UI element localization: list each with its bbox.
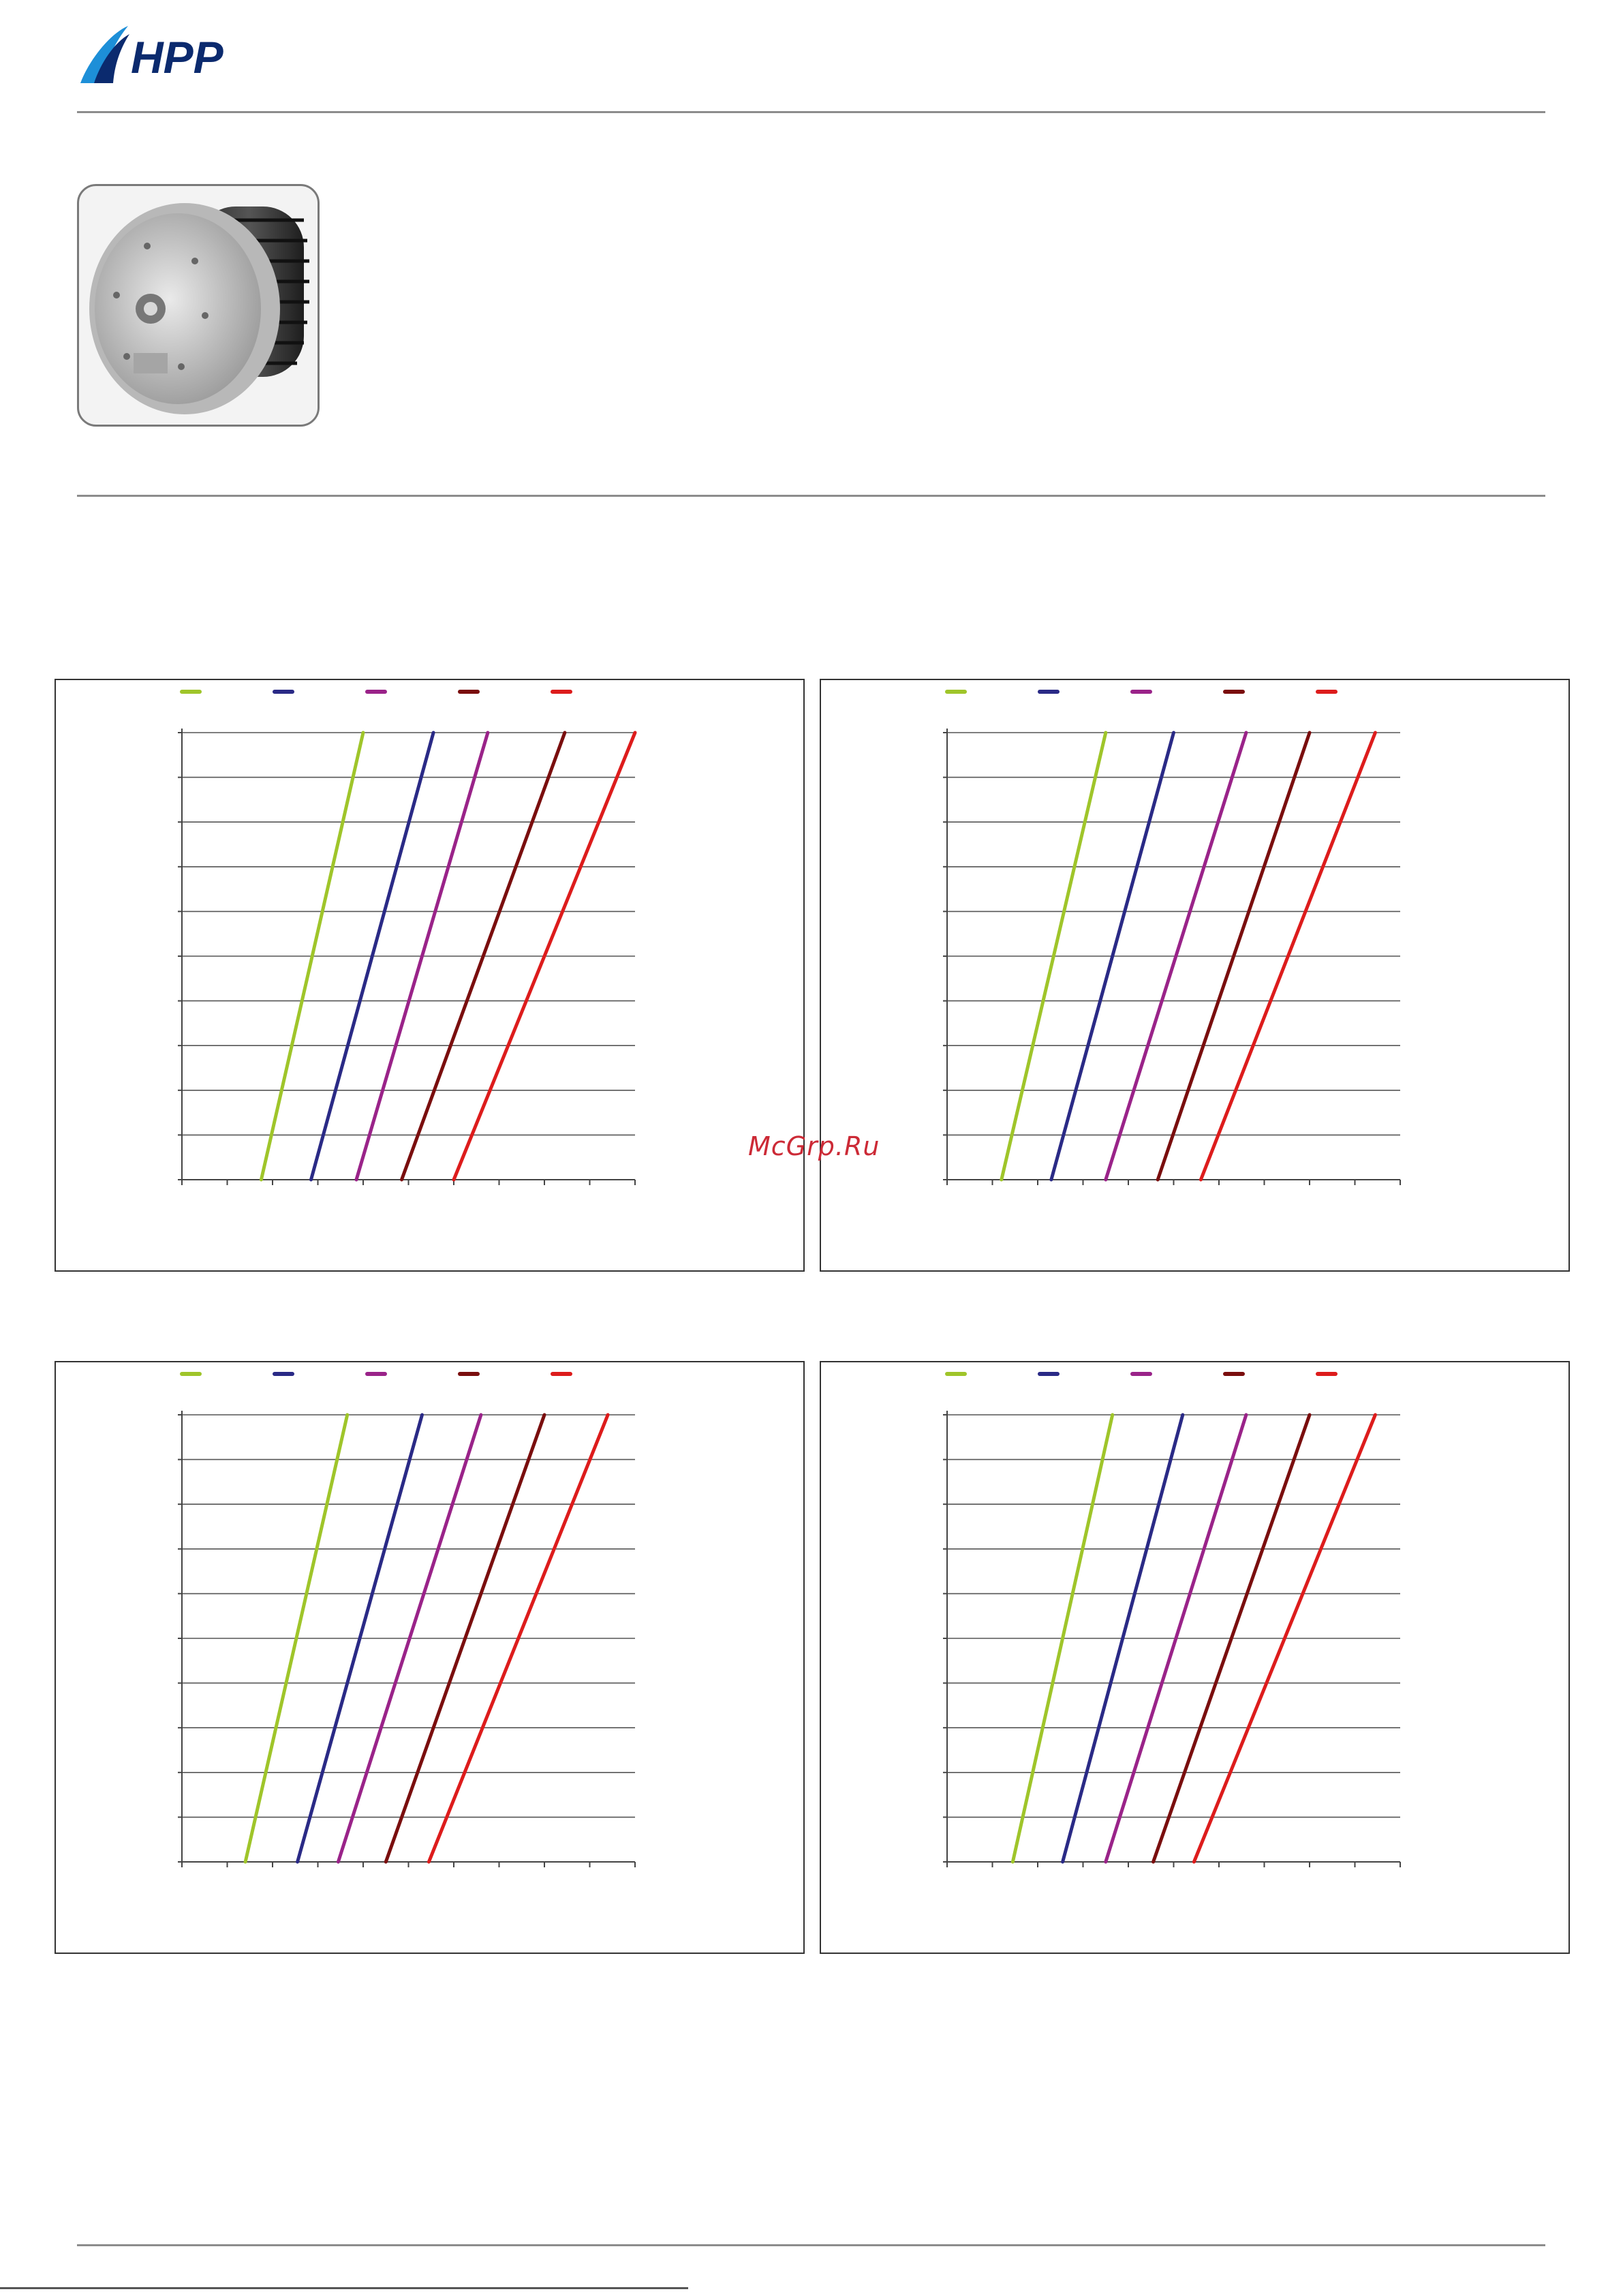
brand-name: HPP [131, 32, 223, 82]
motor-photo-icon [79, 186, 318, 425]
chart-4 [821, 1362, 1568, 1953]
brand-logo [75, 20, 252, 89]
chart-3 [56, 1362, 803, 1953]
section-divider [77, 495, 1545, 497]
swoosh-icon [75, 20, 136, 89]
chart-1 [56, 680, 803, 1270]
chart-panel-1 [55, 679, 805, 1272]
footer-rule [0, 2287, 688, 2289]
chart-panel-2 [820, 679, 1570, 1272]
footer-divider [77, 2244, 1545, 2246]
chart-panel-4 [820, 1361, 1570, 1954]
chart-panel-3 [55, 1361, 805, 1954]
watermark-text: McGrp.Ru [748, 1131, 880, 1161]
header-divider [77, 111, 1545, 113]
chart-2 [821, 680, 1568, 1270]
product-photo [77, 184, 320, 427]
